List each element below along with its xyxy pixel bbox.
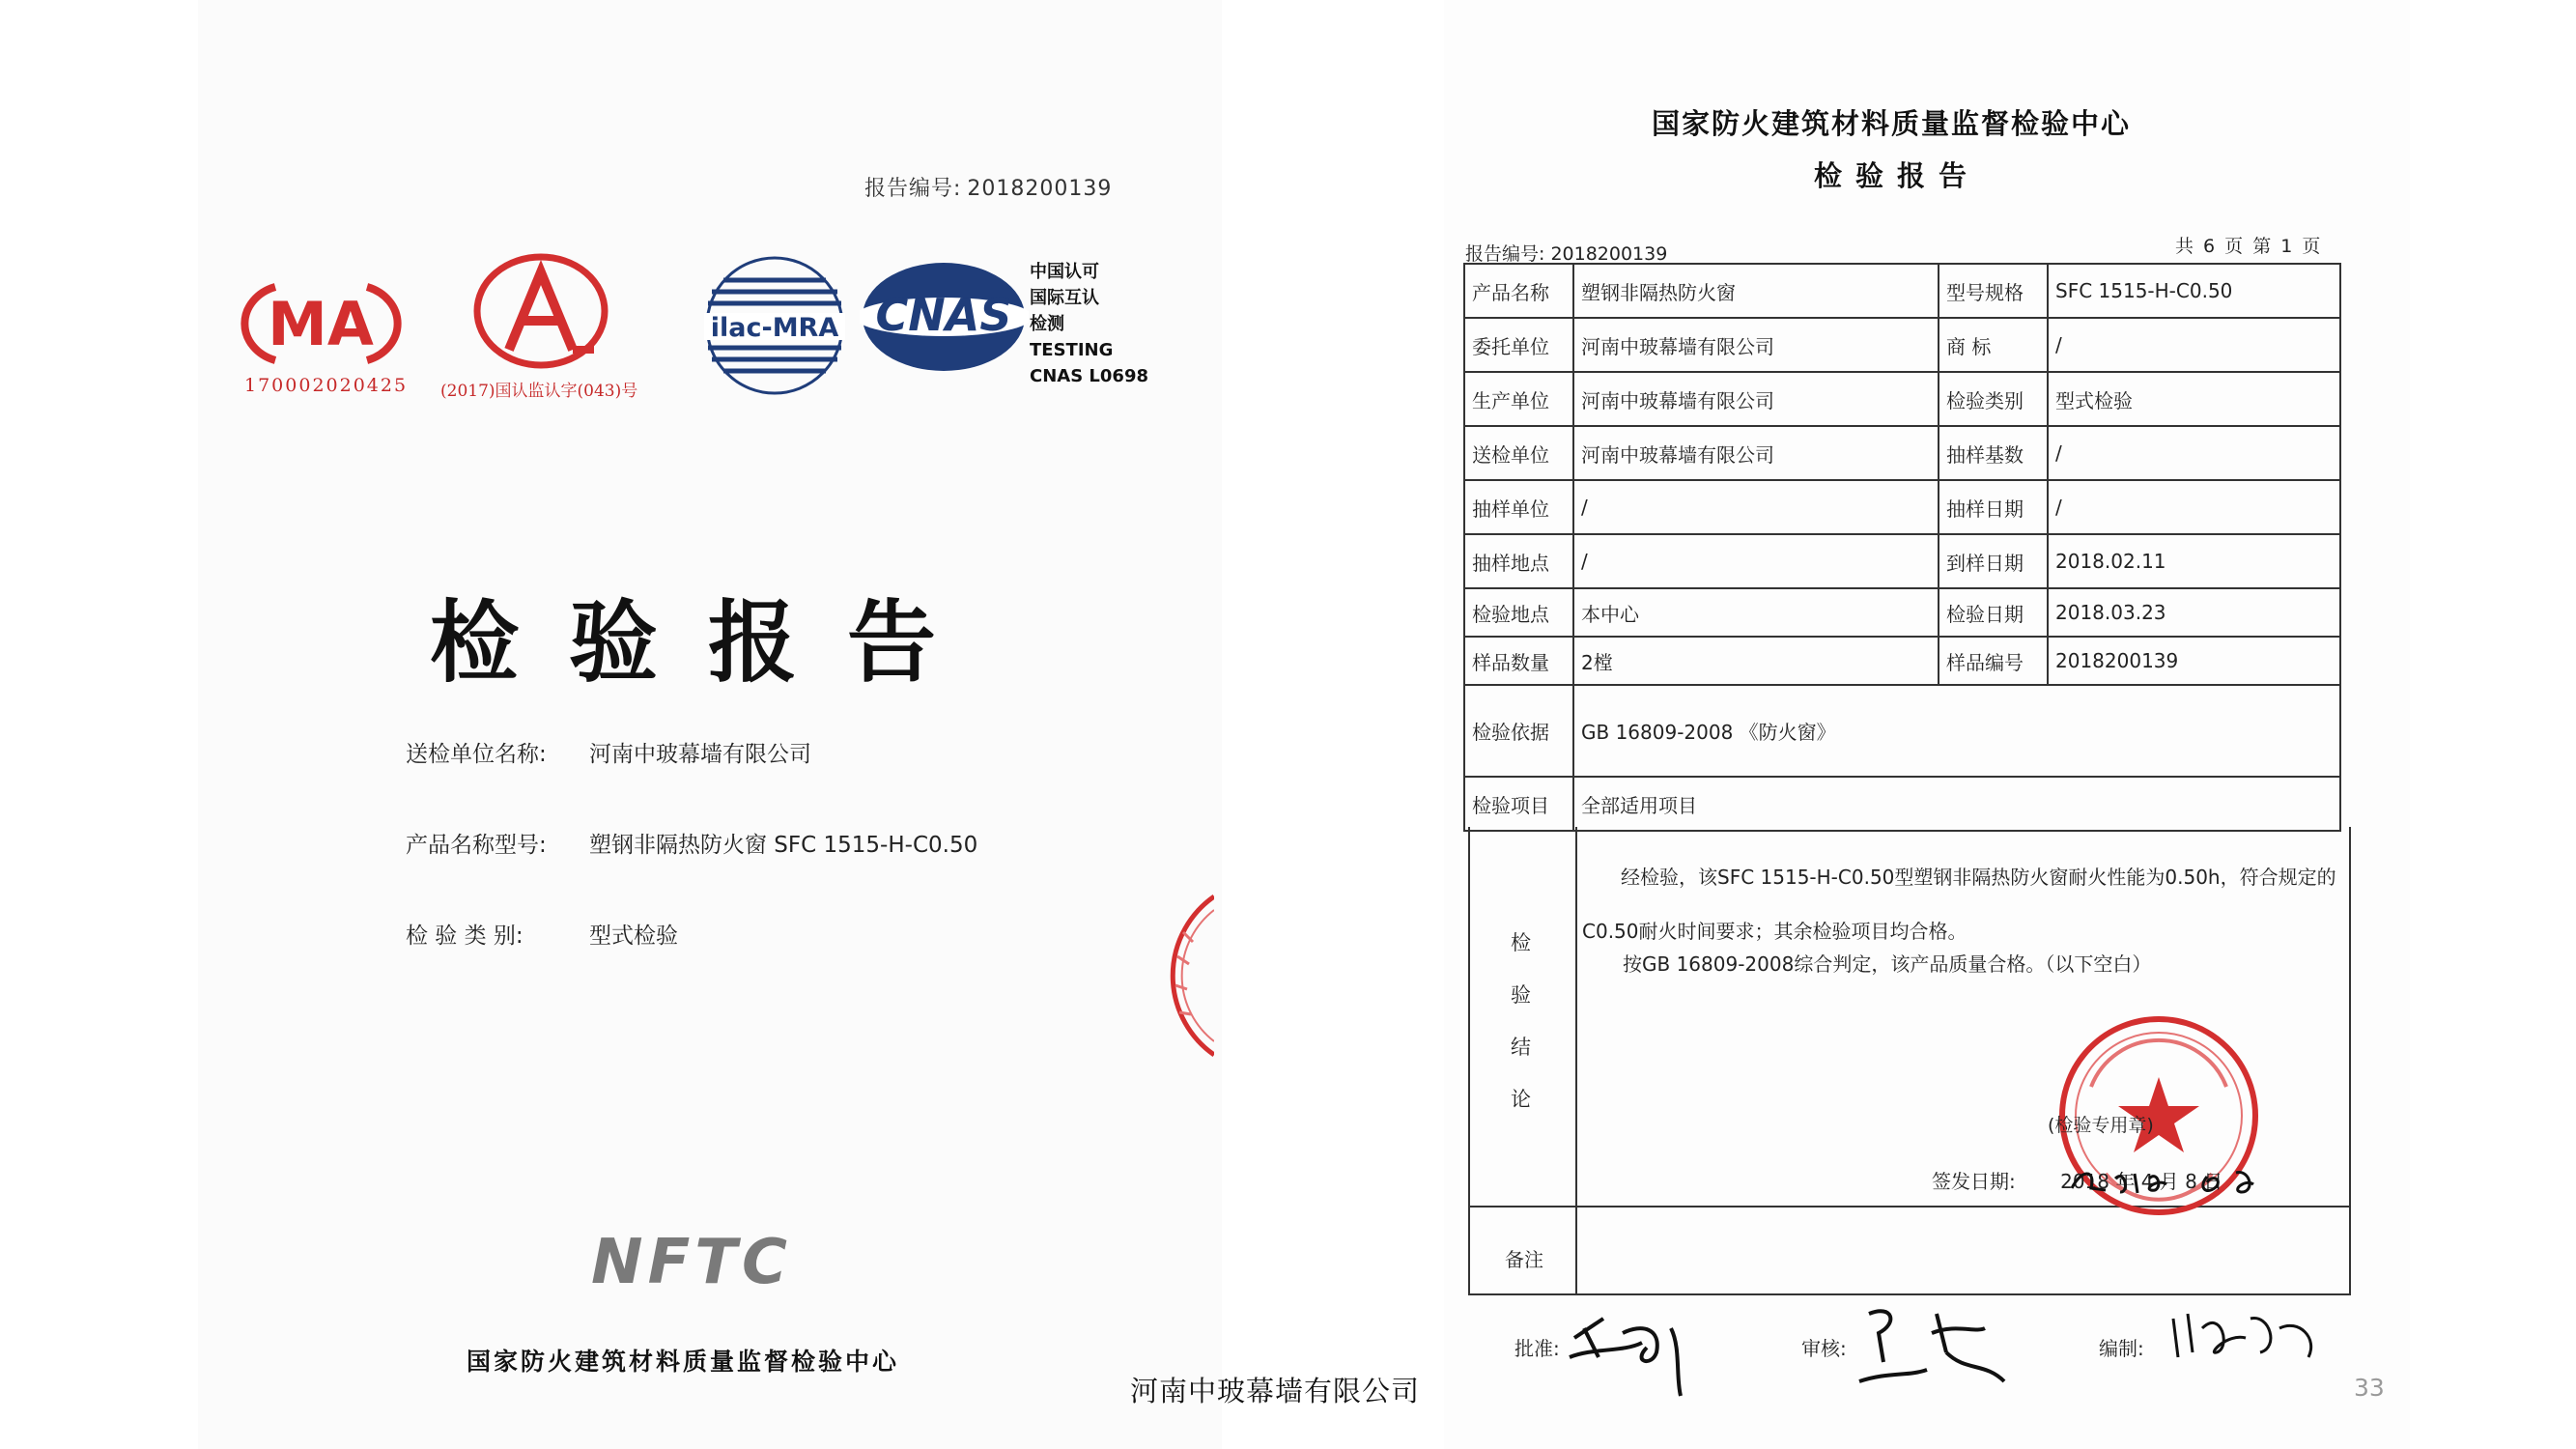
cell-value: / bbox=[1573, 534, 1939, 588]
nftc-logo: NFTC bbox=[591, 1227, 792, 1298]
cover-field-product bbox=[406, 827, 977, 859]
report-number: 报告编号: 2018200139 bbox=[1465, 243, 1668, 265]
cover-report-number-label: 报告编号: bbox=[864, 177, 962, 201]
cell-label: 检验地点 bbox=[1464, 588, 1573, 637]
table-row bbox=[1464, 685, 2340, 777]
cell-value: 2樘 bbox=[1573, 637, 1939, 685]
cover-field-key: 送检单位名称: bbox=[406, 742, 547, 767]
svg-text:MA: MA bbox=[268, 289, 374, 359]
table-row bbox=[1464, 534, 2340, 588]
cnas-logo-icon bbox=[860, 259, 1029, 375]
cover-field-type bbox=[406, 918, 678, 950]
report-header-center: 国家防火建筑材料质量监督检验中心 bbox=[1652, 107, 2132, 140]
cover-field-key: 产品名称型号: bbox=[406, 833, 547, 858]
cell-value: GB 16809-2008 《防火窗》 bbox=[1573, 685, 2340, 777]
cell-label: 抽样日期 bbox=[1939, 480, 2048, 534]
cnas-line: 国际互认 bbox=[1030, 288, 1099, 308]
cnas-line: TESTING bbox=[1030, 340, 1114, 360]
conclusion-paragraph: 经检验，该SFC 1515-H-C0.50型塑钢非隔热防火窗耐火性能为0.50h，符合规定的C0.50耐火时间要求；其余检验项目均合格。 bbox=[1582, 866, 2336, 943]
cell-value: / bbox=[2048, 318, 2340, 372]
footer-company: 河南中玻幕墙有限公司 bbox=[1130, 1375, 1421, 1407]
compile-signature-icon bbox=[2164, 1299, 2328, 1377]
cell-value: 全部适用项目 bbox=[1573, 777, 2340, 831]
slide-number: 33 bbox=[2354, 1374, 2385, 1402]
cell-value: / bbox=[2048, 480, 2340, 534]
cell-label: 商 标 bbox=[1939, 318, 2048, 372]
conclusion-label-char: 检 bbox=[1511, 931, 1531, 954]
cnas-line: 中国认可 bbox=[1030, 262, 1099, 282]
report-info-table bbox=[1463, 263, 2341, 832]
cell-value: 型式检验 bbox=[2048, 372, 2340, 426]
cover-field-key: 检 验 类 别: bbox=[406, 923, 524, 949]
table-row bbox=[1464, 480, 2340, 534]
page-info: 共 6 页 第 1 页 bbox=[2175, 236, 2323, 257]
cell-label: 检验项目 bbox=[1464, 777, 1573, 831]
cover-title: 检验报告 bbox=[430, 591, 987, 695]
cell-label: 委托单位 bbox=[1464, 318, 1573, 372]
cell-label: 检验依据 bbox=[1464, 685, 1573, 777]
cell-value: 2018.03.23 bbox=[2048, 588, 2340, 637]
cover-report-number bbox=[864, 172, 1112, 202]
partial-seal-icon bbox=[1164, 889, 1214, 1063]
cell-value: SFC 1515-H-C0.50 bbox=[2048, 264, 2340, 318]
table-row bbox=[1464, 777, 2340, 831]
cell-value: 塑钢非隔热防火窗 bbox=[1573, 264, 1939, 318]
cal-code: (2017)国认监认字(043)号 bbox=[440, 382, 638, 401]
cell-label: 抽样地点 bbox=[1464, 534, 1573, 588]
cnas-line: 检测 bbox=[1030, 314, 1064, 334]
approve-label: 批准: bbox=[1514, 1337, 1560, 1360]
table-row bbox=[1464, 637, 2340, 685]
cnas-accreditation-text bbox=[1030, 259, 1148, 389]
cell-label: 产品名称 bbox=[1464, 264, 1573, 318]
cal-logo-icon bbox=[468, 251, 613, 377]
cell-value: 河南中玻幕墙有限公司 bbox=[1573, 372, 1939, 426]
review-signature-icon bbox=[1840, 1294, 2024, 1406]
conclusion-label-char: 验 bbox=[1511, 983, 1531, 1007]
cell-value: 河南中玻幕墙有限公司 bbox=[1573, 318, 1939, 372]
table-row bbox=[1464, 426, 2340, 480]
svg-text:ilac-MRA: ilac-MRA bbox=[710, 313, 839, 343]
conclusion-label-char: 论 bbox=[1511, 1088, 1531, 1111]
cell-label: 检验日期 bbox=[1939, 588, 2048, 637]
cover-field-value: 河南中玻幕墙有限公司 bbox=[589, 742, 811, 767]
cell-label: 抽样基数 bbox=[1939, 426, 2048, 480]
cell-label: 样品数量 bbox=[1464, 637, 1573, 685]
cover-field-value: 塑钢非隔热防火窗 SFC 1515-H-C0.50 bbox=[589, 833, 978, 858]
table-row bbox=[1464, 264, 2340, 318]
cell-label: 生产单位 bbox=[1464, 372, 1573, 426]
cell-value: / bbox=[2048, 426, 2340, 480]
cell-label: 样品编号 bbox=[1939, 637, 2048, 685]
cover-field-applicant bbox=[406, 736, 811, 768]
table-row bbox=[1464, 372, 2340, 426]
conclusion-label-column bbox=[1468, 827, 1577, 1295]
seal-label: (检验专用章) bbox=[2048, 1115, 2154, 1136]
compile-label: 编制: bbox=[2099, 1337, 2144, 1360]
review-label: 审核: bbox=[1801, 1337, 1847, 1360]
cell-label: 型号规格 bbox=[1939, 264, 2048, 318]
issue-date-value: 2018 年 4 月 8 日 bbox=[2060, 1170, 2223, 1193]
cell-value: 本中心 bbox=[1573, 588, 1939, 637]
svg-text:CNAS: CNAS bbox=[875, 289, 1012, 341]
cell-value: 2018.02.11 bbox=[2048, 534, 2340, 588]
cnas-line: CNAS L0698 bbox=[1030, 366, 1149, 386]
cma-logo-icon bbox=[237, 275, 406, 372]
cover-field-value: 型式检验 bbox=[589, 923, 678, 949]
cell-value: 河南中玻幕墙有限公司 bbox=[1573, 426, 1939, 480]
cell-label: 抽样单位 bbox=[1464, 480, 1573, 534]
ilac-mra-logo-icon bbox=[702, 253, 847, 398]
table-row bbox=[1464, 588, 2340, 637]
table-row bbox=[1464, 318, 2340, 372]
cell-value: / bbox=[1573, 480, 1939, 534]
remark-label: 备注 bbox=[1505, 1248, 1543, 1271]
table-border bbox=[2349, 827, 2351, 1295]
approve-signature-icon bbox=[1565, 1299, 1719, 1406]
handwritten-date-icon bbox=[2062, 1150, 2284, 1208]
conclusion-paragraph: 按GB 16809-2008综合判定，该产品质量合格。（以下空白） bbox=[1623, 952, 2152, 976]
cover-report-number-value: 2018200139 bbox=[967, 177, 1113, 201]
issue-date-label: 签发日期: bbox=[1932, 1170, 2016, 1193]
cell-label: 到样日期 bbox=[1939, 534, 2048, 588]
cover-center-name: 国家防火建筑材料质量监督检验中心 bbox=[467, 1348, 900, 1376]
conclusion-label-char: 结 bbox=[1511, 1036, 1531, 1059]
cell-label: 送检单位 bbox=[1464, 426, 1573, 480]
cell-value: 2018200139 bbox=[2048, 637, 2340, 685]
cma-code: 170002020425 bbox=[244, 375, 409, 396]
report-header-title: 检验报告 bbox=[1814, 159, 1981, 192]
cell-label: 检验类别 bbox=[1939, 372, 2048, 426]
